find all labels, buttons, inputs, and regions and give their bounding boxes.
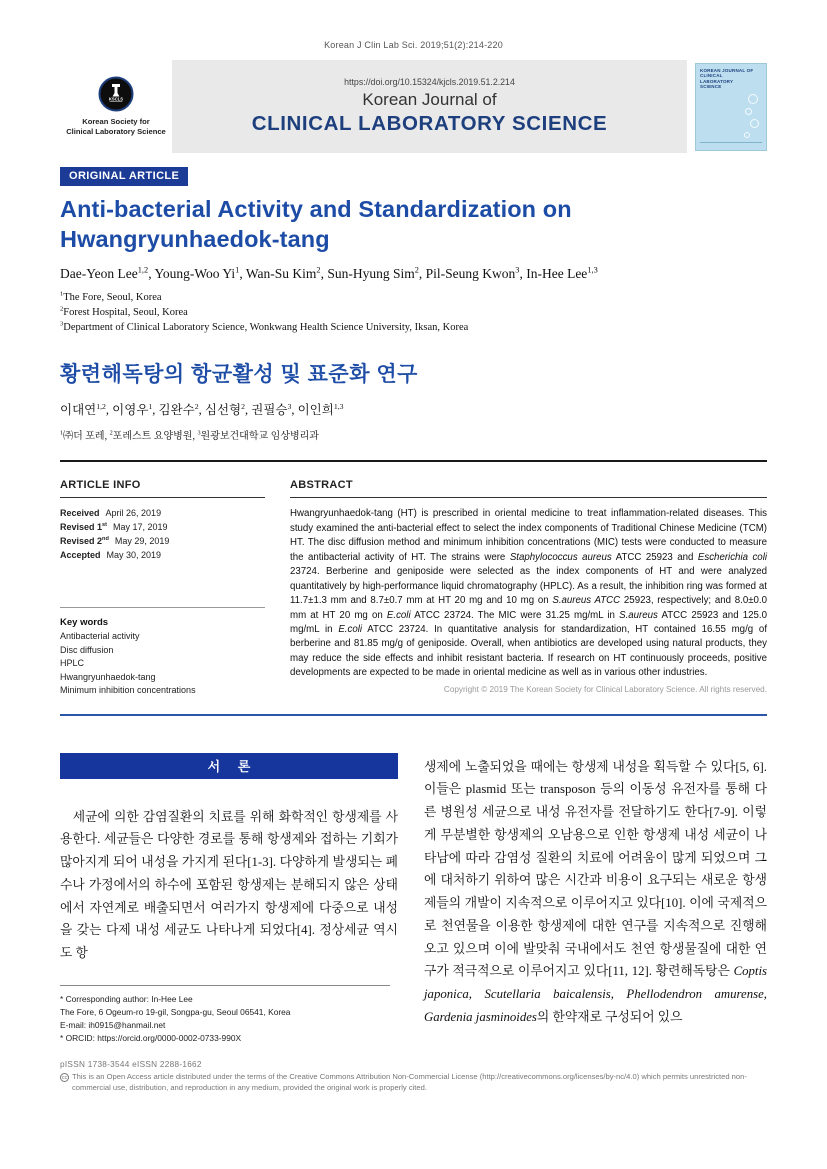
cover-decoration-bar [700,142,762,145]
journal-cover-area [687,60,767,153]
date-label-superscript: st [102,522,107,529]
corresponding-author-footnote [60,993,398,1045]
keywords-divider [60,607,265,608]
article-date-row [60,507,265,521]
authors-ko: 이대연$^{1,2}$, 이영우$^1$, 김완수$^2$, 심선형$^2$, 권필승$^3$, 이인희$^{1,3}$ [60,402,344,418]
text-segment: ATCC 25923 and 125.0 mg/mL in [290,609,767,635]
author-affil-superscript: 1 [148,402,153,412]
species-name-italic: Escherichia coli [697,551,767,563]
text-segment: 25923, respectively; and 8.0±0.0 mm at HT 20 mg on [290,595,768,621]
svg-text:KSCLS: KSCLS [108,96,124,102]
footnote-line[interactable]: * ORCID: https://orcid.org/0000-0002-0733-990X [60,1033,242,1043]
author-name: 이영우 [112,403,149,418]
author-name: 김완수 [158,403,195,418]
article-info-column [60,462,265,697]
list-item: KOREAN JOURNAL OF [700,67,754,73]
article-date-row [60,521,265,535]
abstract-text [290,498,767,680]
info-abstract-section [60,460,767,715]
list-item: CLINICAL [700,73,723,79]
text-segment: Hwangryunhaedok-tang (HT) is prescribed in oriental medicine to treat inflammation-related diseases. This study examined the anti-bacterial effect to select the index components of Traditional Chinese Medicine (TCM) HT. The disc diffusion method and minimum inhibition concentrations (MIC) tests were conducted to measure the antibacterial activity of HT. The strains were [290,508,767,563]
text-segment: ATCC 25923 and [611,551,698,563]
cover-decoration-circle [748,94,758,104]
list-item: Antibacterial activity [60,631,140,642]
affiliation-superscript: 3 [60,320,64,328]
section-heading-intro: 서 론 [60,753,398,779]
cover-title-lines [700,68,753,91]
author-name: Sun-Hyung Sim [327,265,415,281]
issn-line: pISSN 1738-3544 eISSN 2288-1662 [60,1060,202,1069]
affiliation-superscript: 2 [109,430,113,438]
species-name-italic: S.aureus ATCC [552,595,621,607]
intro-paragraph-left: 세균에 의한 감염질환의 치료를 위해 화학적인 항생제를 사용한다. 세균들은 다양한 경로를 통해 항생제와 접하는 기회가 많아지게 되어 내성을 가지게 된다[1-3]. 다양하게 발생되는 폐수나 가정에서의 하수에 포함된 항생제는 분해되지 않은 상태에서 자연계로 배출되면서 여러가지 항생제에 다중으로 내성을 갖는 다제 내성 세균도 나타나게 되었다[4]. 정상세균 역시도 항 [60,809,398,961]
author-name: 이인희 [297,403,334,418]
species-name-italic: E.coli [338,623,363,635]
affiliation-line: $^1$The Fore, Seoul, Korea [60,290,162,303]
article-info-heading: ARTICLE INFO [60,462,265,498]
affiliation-superscript: 1 [60,430,64,438]
license-block [60,1072,767,1093]
article-type-badge: ORIGINAL ARTICLE [60,167,188,186]
abstract-column [290,462,767,697]
article-date-row [60,549,265,563]
journal-name: CLINICAL LABORATORY SCIENCE [251,112,608,135]
society-name-line1: Korean Society for [82,116,150,126]
author-affil-superscript: 1,2 [137,265,149,275]
author-affil-superscript: 1 [235,265,240,275]
date-label: Accepted [60,550,101,561]
date-label-superscript: nd [102,536,109,543]
article-title-en: Anti-bacterial Activity and Standardization on Hwangryunhaedok-tang [60,196,572,252]
page-footer [60,1060,767,1093]
author-name: 심선형 [204,403,242,418]
author-affil-superscript: 2 [414,265,419,275]
cover-decoration-circle [744,132,750,138]
intro-paragraph-right [424,756,767,1029]
species-name-italic: Coptis japonica, Scutellaria baicalensis, Phellodendron amurense, Gardenia jasminoides [424,964,767,1025]
cover-decoration-circle [745,108,752,115]
copyright-notice: Copyright © 2019 The Korean Society for Clinical Laboratory Science. All rights reserved. [443,684,767,694]
author-affil-superscript: 1,3 [333,402,344,412]
author-affil-superscript: 2 [316,265,321,275]
society-name [66,117,166,138]
footnote-divider [60,985,390,986]
date-value: May 29, 2019 [114,536,170,547]
text-segment: 23724. Berberine and geniposide were selected as the index components of HT and were analyzed quantitatively by high-performance liquid chromatography (HPLC). As a result, the inhibition ring was formed at 11.7±1.3 mm and 8.7±0.7 mm at HT 20 mg and 10 mg on [290,566,767,607]
affiliation-line: $^3$Department of Clinical Laboratory Science, Wonkwang Health Science University, Iksan, Korea [60,320,469,334]
date-value: April 26, 2019 [105,508,162,519]
journal-name-prefix: Korean Journal of [362,90,497,109]
footnote-line: The Fore, 6 Ogeum-ro 19-gil, Songpa-gu, Seoul 06541, Korea [60,1006,291,1017]
author-affil-superscript: 3 [515,265,520,275]
affiliations-ko: $^1$㈜더 포레, $^2$포레스트 요양병원, $^3$원광보건대학교 임상병리과 [60,430,319,443]
article-title-ko: 황련해독탕의 항균활성 및 표준화 연구 [60,363,418,387]
author-name: Young-Woo Yi [154,265,236,281]
article-dates [60,498,265,563]
author-affil-superscript: 2 [241,402,245,412]
text-segment: ATCC 23724. In quantitative analysis for standardization, HT contained 16.55 mg/g of berberine and 81.85 mg/g of geniposide. Overall, when antibiotics are developed using natural products, they may reduce the side effects and inhibit resistant bacteria. If research on HT continuously proceeds, positive developments are expected to be made in oriental medicine as well as in various other industries. [290,623,768,679]
date-label: Revised 2 [60,536,103,547]
affiliation-superscript: 3 [197,430,201,438]
date-label: Received [60,508,100,519]
author-affil-superscript: 2 [194,402,199,412]
text-segment: 의 한약재로 구성되어 있으 [536,1010,683,1025]
body-right-column [424,753,767,1045]
footnote-line[interactable]: E-mail: ih0915@hanmail.net [60,1019,166,1030]
author-affil-superscript: 1,2 [96,402,106,412]
cover-decoration-circle [750,119,759,128]
society-logo [60,60,172,153]
affiliations-en [60,290,767,336]
doi-link[interactable]: https://doi.org/10.15324/kjcls.2019.51.2.214 [344,77,515,87]
list-item: Hwangryunhaedok-tang [60,671,156,682]
author-name: In-Hee Lee [526,265,588,281]
keywords-list [60,630,265,698]
kscls-logo-icon [98,76,134,112]
list-item: LABORATORY [700,78,734,84]
species-name-italic: Staphylococcus aureus [509,551,612,563]
article-date-row [60,535,265,549]
authors-en: Dae-Yeon Lee$^{1,2}$, Young-Woo Yi$^1$, Wan-Su Kim$^2$, Sun-Hyung Sim$^2$, Pil-Seung Kwon$^3$, In-Hee Lee$^{1,3}$ [60,265,598,281]
date-value: May 30, 2019 [106,550,162,561]
date-label: Revised 1 [60,522,103,533]
author-name: 이대연 [60,403,97,418]
affiliation-superscript: 2 [60,305,64,313]
creative-commons-icon: cc [61,1075,68,1081]
list-item: Minimum inhibition concentrations [60,685,196,696]
affiliation-superscript: 1 [60,290,64,298]
text-segment: 생제에 노출되었을 때에는 항생제 내성을 획득할 수 있다[5, 6]. 이들은 plasmid 또는 transposon 등의 이동성 유전자를 통해 다른 병원성 세균으로 내성 유전자를 전달하기도 한다[7-9]. 이렇게 무분별한 항생제의 오남용으로 인한 항생제 내성 세균이 나타남에 따라 감염성 질환의 치료에 어려움이 많게 되었으며 그에 대처하기 위하여 많은 시간과 비용이 요구되는 새로운 항생제들의 개발이 지속적으로 이루어지고 있다[10]. 이에 국제적으로 천연물을 이용한 항생제에 대한 연구를 지속적으로 진행해오고 있으며 이에 발맞춰 국내에서도 천연 항생물질에 대한 연구가 적극적으로 이루어지고 있다[11, 12]. 황련해독탕은 [424,759,767,979]
author-name: Pil-Seung Kwon [425,265,516,281]
list-item: SCIENCE [700,84,722,90]
society-name-line2: Clinical Laboratory Science [66,127,166,136]
keywords-heading: Key words [60,617,109,629]
journal-masthead [172,60,687,153]
date-value: May 17, 2019 [113,522,168,533]
body-left-column [60,753,398,1045]
author-affil-superscript: 1,3 [587,265,598,275]
author-name: Wan-Su Kim [245,265,317,281]
journal-cover-thumbnail [695,63,767,151]
journal-citation: Korean J Clin Lab Sci. 2019;51(2):214-220 [324,40,503,50]
author-name: 권필승 [251,403,288,418]
author-affil-superscript: 3 [287,402,292,412]
affiliation-line: $^2$Forest Hospital, Seoul, Korea [60,305,188,318]
species-name-italic: S.aureus [619,609,658,621]
list-item: Disc diffusion [60,644,114,655]
list-item: HPLC [60,658,85,669]
abstract-heading: ABSTRACT [290,462,767,498]
license-text: This is an Open Access article distributed under the terms of the Creative Commons Attribution Non-Commercial License (http://creativecommons.org/licenses/by-nc/4.0) which permits unrestricted non-commercial use, distribution, and reproduction in any medium, provided the original work is properly cited. [72,1072,747,1092]
species-name-italic: E.coli [386,609,411,621]
article-body [60,753,767,1045]
text-segment: ATCC 23724. The MIC were 31.25 mg/mL in [410,609,620,621]
author-name: Dae-Yeon Lee [60,265,138,281]
journal-header [60,60,767,153]
footnote-line: * Corresponding author: In-Hee Lee [60,993,193,1004]
